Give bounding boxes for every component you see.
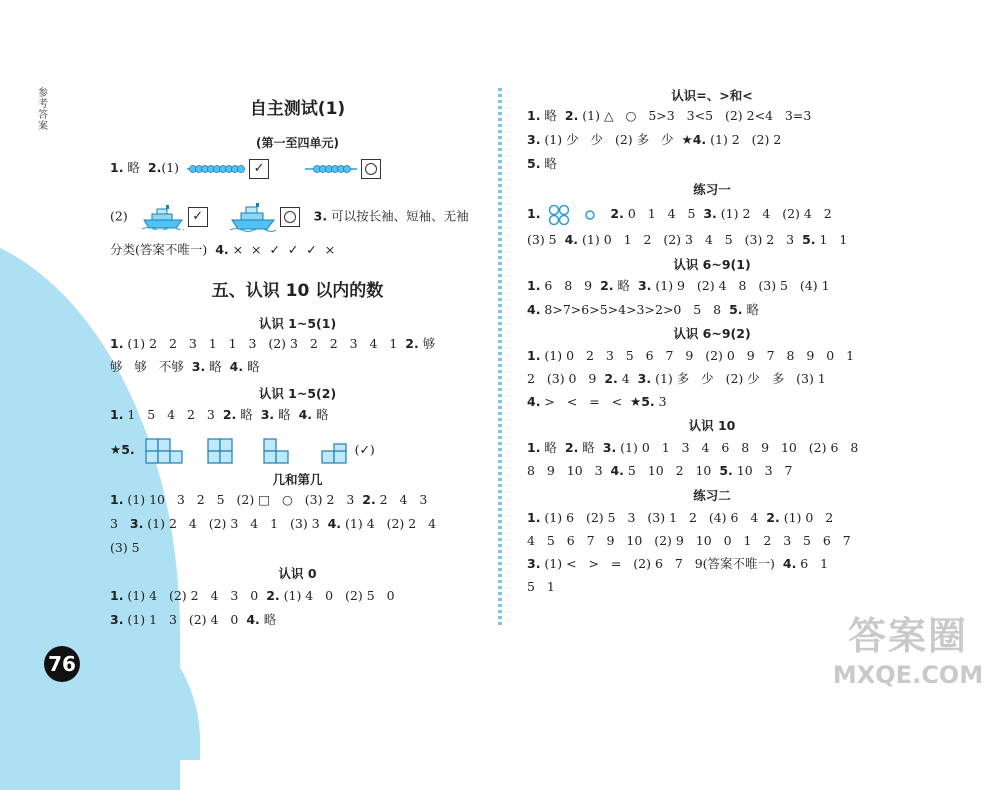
answer-text: 1 1 [815, 232, 848, 247]
answer-text: 8 9 10 3 [527, 463, 611, 478]
answer-text: (1) < > = (2) 6 7 9(答案不唯一) [540, 556, 783, 571]
circle-box [280, 207, 300, 227]
answer-text: 6 8 9 [540, 278, 601, 293]
q-number: 3. [260, 407, 275, 422]
answer-text: 4 [617, 371, 638, 386]
subsection-title: 练习一 [693, 182, 731, 197]
answer-text: (1) [161, 160, 180, 175]
answer-line [527, 392, 897, 412]
answer-text: 可以按长袖、短袖、无袖 [327, 208, 469, 224]
answer-text: (1) 少 少 (2) 多 少 [540, 132, 682, 147]
answer-line [110, 514, 485, 534]
answer-line [527, 508, 897, 528]
answer-text: 3 [110, 516, 130, 531]
answer-line [110, 586, 485, 606]
subsection-title: 几和第几 [272, 472, 323, 487]
answer-text: 略 [540, 156, 557, 171]
q-number: 4. [527, 302, 541, 317]
answer-text: 3 [654, 394, 667, 409]
answer-text: (1) 2 2 3 1 1 3 (2) 3 2 2 3 4 1 [123, 336, 406, 351]
answer-text: (1) 4 (2) 2 4 [341, 516, 437, 531]
ship-icon [142, 204, 184, 230]
q-number: 3. [527, 132, 541, 147]
circle-icon [584, 209, 596, 221]
q-number: 1. [527, 440, 541, 455]
answer-text: 2 (3) 0 9 [527, 371, 605, 386]
answer-line [527, 461, 897, 481]
answer-line [527, 369, 897, 389]
q-number: 2. [766, 510, 780, 525]
answer-text: (1) 9 (2) 4 8 (3) 5 (4) 1 [651, 278, 830, 293]
answer-text: (1) 0 1 3 4 6 8 9 10 (2) 6 8 [616, 440, 859, 455]
answer-text: > < = < [540, 394, 631, 409]
bead-string-icon [305, 162, 357, 176]
answer-line [527, 577, 897, 597]
subsection-title: 认识 6~9(2) [673, 326, 751, 341]
answer-text: (1) 6 (2) 5 3 (3) 1 2 (4) 6 4 [540, 510, 767, 525]
subsection-title: 认识=、>和< [671, 88, 753, 103]
answer-text: 略 [540, 440, 565, 455]
q-number: 1. [110, 407, 124, 422]
q-number: 3. [110, 612, 124, 627]
q-number: 2. [610, 206, 624, 221]
answer-text: 4 5 6 7 9 10 (2) 9 10 0 1 2 3 5 6 7 [527, 533, 851, 548]
cube-shape-icon [207, 438, 237, 464]
answer-text: 1 5 4 2 3 [123, 407, 223, 422]
q-number: 4. [229, 359, 244, 374]
q-number: 3. [129, 516, 144, 531]
answer-text: (1) 4 0 (2) 5 0 [279, 588, 395, 603]
answer-text: (1) 多 少 (2) 少 多 (3) 1 [651, 371, 826, 386]
answer-text: (3) 5 [110, 540, 140, 555]
answer-line [527, 346, 897, 366]
q-number: 2. [600, 278, 614, 293]
test-line-2 [110, 202, 485, 226]
q-number: 2. [362, 492, 376, 507]
subsection-title: 认识 6~9(1) [673, 257, 751, 272]
answer-text: 略 [312, 407, 329, 422]
q-number: 5. [527, 156, 541, 171]
q-number: 2. [564, 440, 579, 455]
q-number: 1. [527, 206, 541, 221]
page-number: 76 [44, 646, 80, 682]
bead-string-icon [187, 162, 245, 176]
circle-box [361, 159, 381, 179]
answer-line [110, 538, 485, 558]
answer-text: (1) 2 4 (2) 3 4 1 (3) 3 [143, 516, 328, 531]
watermark-line2: MXQE.COM [832, 661, 984, 689]
answer-text: (3) 5 [527, 232, 565, 247]
q-number: ★5. [630, 394, 655, 409]
answer-text: 够 够 不够 [110, 359, 192, 374]
answer-line [110, 490, 485, 510]
q-number: 4. [564, 232, 579, 247]
q-number: 3. [637, 371, 652, 386]
answer-line [110, 334, 485, 354]
answer-text: 0 1 4 5 [623, 206, 704, 221]
q-number: 2. [564, 108, 579, 123]
q-number: 4. [527, 394, 541, 409]
answer-line [527, 554, 897, 574]
answer-text: 略 [259, 612, 277, 627]
q-number: ★5. [110, 442, 135, 457]
answer-text: 略 [243, 359, 260, 374]
circle-icon [282, 209, 298, 225]
answer-text: 略 [205, 359, 230, 374]
subsection-title: 认识 0 [278, 566, 317, 581]
q-number: 1. [527, 108, 541, 123]
answer-line [110, 405, 485, 425]
answer-line [527, 438, 897, 458]
answer-text: (1) △ ○ 5>3 3<5 (2) 2<4 3=3 [578, 108, 812, 123]
side-label: 参考答案 [38, 88, 48, 132]
q-number: 3. [602, 440, 617, 455]
answer-line [527, 531, 897, 551]
subsection-title: 练习二 [693, 488, 731, 503]
cube-shape-icon [263, 438, 293, 464]
answer-text: × × ✓ ✓ ✓ × [228, 242, 336, 257]
q-number: 4. [215, 242, 229, 257]
q-number: 5. [729, 302, 743, 317]
answer-text: 5 1 [527, 579, 555, 594]
q-number: 3. [703, 206, 717, 221]
answer-text: (1) 0 2 3 5 6 7 9 (2) 0 9 7 8 9 0 1 [540, 348, 855, 363]
subsection-title: 认识 1~5(1) [258, 316, 337, 331]
test-line-1 [110, 158, 485, 178]
q-number: 2. [604, 371, 618, 386]
circle-icon [363, 161, 379, 177]
answer-text: (1) 2 4 (2) 4 2 [716, 206, 832, 221]
answer-text: (2) [110, 208, 128, 224]
answer-text: 6 1 [796, 556, 829, 571]
answer-text: 略 [123, 160, 148, 175]
answer-text: 2 4 3 [375, 492, 428, 507]
q-number: 5. [719, 463, 733, 478]
q-number: 4. [782, 556, 797, 571]
test-subtitle: (第一至四单元) [256, 136, 339, 150]
answer-line [110, 436, 485, 464]
answer-text: 略 [742, 302, 759, 317]
watermark-line1: 答案圈 [847, 614, 968, 658]
q-number: 2. [147, 160, 162, 175]
q-number: 1. [110, 492, 124, 507]
q-number: 1. [527, 348, 541, 363]
q-number: 1. [110, 588, 124, 603]
q-number: 4. [327, 516, 342, 531]
answer-text: 够 [418, 336, 436, 351]
answer-text: 略 [236, 407, 261, 422]
subsection-title: 认识 10 [688, 418, 736, 433]
check-box: ✓ [249, 159, 269, 179]
q-number: 4. [246, 612, 260, 627]
answer-text: (1) 0 2 [779, 510, 834, 525]
check-box: ✓ [188, 207, 208, 227]
answer-line [110, 357, 485, 377]
answer-text: (1) 0 1 2 (2) 3 4 5 (3) 2 3 [578, 232, 803, 247]
answer-line [527, 276, 897, 296]
answer-text: 8>7>6>5>4>3>2>0 5 8 [540, 302, 730, 317]
answer-line [527, 300, 897, 320]
cube-shape-icon [145, 438, 187, 464]
answer-text: 略 [274, 407, 299, 422]
answer-text: 5 10 2 10 [623, 463, 720, 478]
q-number: 2. [266, 588, 280, 603]
answer-text: 略 [578, 440, 603, 455]
watermark [818, 612, 998, 710]
q-number: 3. [313, 208, 328, 224]
q-number: 2. [405, 336, 419, 351]
section-title: 五、认识 10 以内的数 [211, 281, 384, 301]
answer-text: (✓) [354, 442, 375, 457]
answer-line [527, 106, 897, 126]
answer-text: 分类(答案不唯一) [110, 242, 216, 257]
answer-line [527, 130, 897, 150]
answer-line [110, 610, 485, 630]
answer-line [527, 202, 897, 226]
q-number: 3. [637, 278, 652, 293]
q-number: 3. [191, 359, 206, 374]
answer-text: (1) 10 3 2 5 (2) □ ○ (3) 2 3 [123, 492, 363, 507]
answer-line [527, 230, 897, 250]
q-number: ★4. [681, 132, 707, 147]
answer-line [527, 154, 897, 174]
q-number: 4. [610, 463, 624, 478]
answer-text: (1) 1 3 (2) 4 0 [123, 612, 247, 627]
q-number: 3. [527, 556, 541, 571]
q-number: 1. [110, 336, 124, 351]
answer-text: 略 [613, 278, 638, 293]
q-number: 5. [802, 232, 816, 247]
subsection-title: 认识 1~5(2) [258, 386, 337, 401]
test-line-3 [110, 240, 485, 260]
answer-text: 略 [540, 108, 565, 123]
cube-shape-icon [321, 438, 351, 464]
q-number: 2. [222, 407, 237, 422]
test-title: 自主测试(1) [249, 99, 346, 119]
answer-text: (1) 4 (2) 2 4 3 0 [123, 588, 267, 603]
q-number: 1. [527, 278, 541, 293]
q-number: 1. [527, 510, 541, 525]
q-number: 4. [298, 407, 313, 422]
q-number: 1. [110, 160, 124, 175]
four-circles-icon [548, 204, 570, 226]
ship-icon [230, 202, 276, 232]
answer-text: 10 3 7 [732, 463, 793, 478]
answer-text: (1) 2 (2) 2 [706, 132, 782, 147]
column-divider [498, 88, 502, 628]
